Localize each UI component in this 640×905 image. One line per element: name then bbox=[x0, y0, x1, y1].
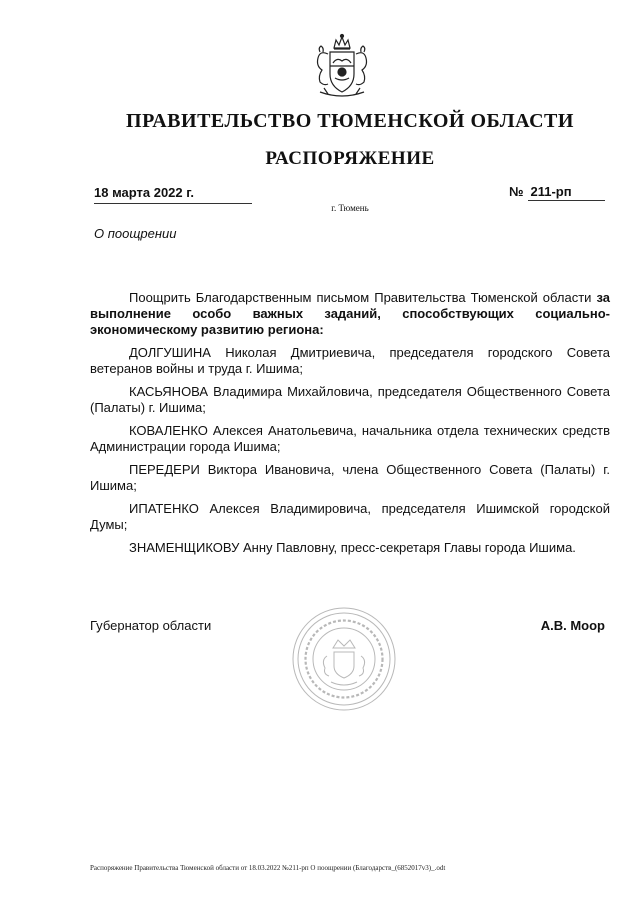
awardee-item: КОВАЛЕНКО Алексея Анатольевича, начальника отдела технических средств Администрации города Ишима; bbox=[90, 423, 610, 454]
document-date: 18 марта 2022 г. bbox=[94, 185, 194, 200]
awardee-item: КАСЬЯНОВА Владимира Михайловича, председателя Общественного Совета (Палаты) г. Ишима; bbox=[90, 384, 610, 415]
signer-role: Губернатор области bbox=[90, 618, 212, 633]
document-type: РАСПОРЯЖЕНИЕ bbox=[265, 148, 435, 169]
document-body bbox=[90, 290, 610, 563]
tyumen-coat-of-arms-icon bbox=[306, 30, 378, 102]
number-sign: № bbox=[509, 184, 524, 199]
document-date-field bbox=[94, 184, 252, 204]
awardee-item: ПЕРЕДЕРИ Виктора Ивановича, члена Общественного Совета (Палаты) г. Ишима; bbox=[90, 462, 610, 493]
document-subject: О поощрении bbox=[94, 226, 177, 241]
awardee-item: ДОЛГУШИНА Николая Дмитриевича, председателя городского Совета ветеранов войны и труда г. Ишима; bbox=[90, 345, 610, 376]
signer-name: А.В. Моор bbox=[540, 618, 605, 633]
intro-paragraph bbox=[90, 290, 610, 338]
official-seal-icon bbox=[291, 606, 397, 712]
document-number-field bbox=[509, 184, 605, 201]
intro-bold-text: за выполнение особо важных заданий, способствующих социально-экономическому развитию региона: bbox=[90, 290, 610, 337]
city-label: г. Тюмень bbox=[331, 203, 369, 213]
document-number: 211-рп bbox=[528, 184, 606, 201]
awardee-item: ЗНАМЕНЩИКОВУ Анну Павловну, пресс-секретаря Главы города Ишима. bbox=[129, 540, 576, 555]
intro-text: Поощрить Благодарственным письмом Правительства Тюменской области bbox=[129, 290, 597, 305]
document-footer: Распоряжение Правительства Тюменской области от 18.03.2022 №211-рп О поощрении (Благодарств_(6852017v3)_.odt bbox=[90, 864, 446, 872]
awardee-item: ИПАТЕНКО Алексея Владимировича, председателя Ишимской городской Думы; bbox=[90, 501, 610, 532]
government-title: ПРАВИТЕЛЬСТВО ТЮМЕНСКОЙ ОБЛАСТИ bbox=[126, 110, 574, 132]
